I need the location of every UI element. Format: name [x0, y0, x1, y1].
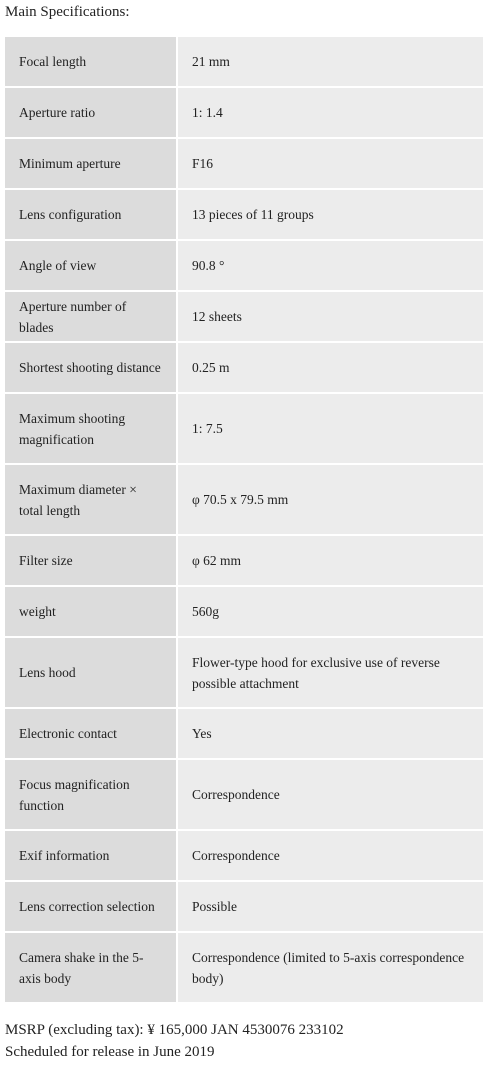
- spec-value: 90.8 °: [178, 241, 483, 292]
- spec-value: φ 62 mm: [178, 536, 483, 587]
- spec-row: [5, 760, 483, 831]
- spec-label: Focus magnification function: [5, 760, 178, 831]
- spec-value: 12 sheets: [178, 292, 483, 343]
- spec-value: Flower-type hood for exclusive use of reverse possible attachment: [178, 638, 483, 709]
- spec-label: Focal length: [5, 37, 178, 88]
- spec-row: [5, 343, 483, 394]
- spec-label: Maximum shooting magnification: [5, 394, 178, 465]
- spec-row: [5, 709, 483, 760]
- spec-row: [5, 241, 483, 292]
- spec-row: [5, 882, 483, 933]
- spec-value: F16: [178, 139, 483, 190]
- spec-label: Exif information: [5, 831, 178, 882]
- spec-value: 1: 1.4: [178, 88, 483, 139]
- specifications-table: [5, 37, 483, 1004]
- spec-value: 21 mm: [178, 37, 483, 88]
- spec-row: [5, 139, 483, 190]
- spec-label: Electronic contact: [5, 709, 178, 760]
- spec-value: Yes: [178, 709, 483, 760]
- spec-label: Aperture number of blades: [5, 292, 178, 343]
- spec-row: [5, 536, 483, 587]
- spec-row: [5, 831, 483, 882]
- spec-value: 1: 7.5: [178, 394, 483, 465]
- spec-row: [5, 37, 483, 88]
- release-date-text: Scheduled for release in June 2019: [5, 1044, 215, 1060]
- spec-value: φ 70.5 x 79.5 mm: [178, 465, 483, 536]
- spec-row: [5, 190, 483, 241]
- spec-label: Maximum diameter × total length: [5, 465, 178, 536]
- spec-row: [5, 394, 483, 465]
- spec-row: [5, 638, 483, 709]
- spec-value: Possible: [178, 882, 483, 933]
- spec-value: Correspondence: [178, 760, 483, 831]
- spec-label: Angle of view: [5, 241, 178, 292]
- spec-row: [5, 292, 483, 343]
- page-heading: Main Specifications:: [5, 4, 130, 20]
- spec-label: Lens hood: [5, 638, 178, 709]
- spec-value: 13 pieces of 11 groups: [178, 190, 483, 241]
- specifications-table-body: [5, 37, 483, 1004]
- spec-value: 0.25 m: [178, 343, 483, 394]
- spec-label: Filter size: [5, 536, 178, 587]
- spec-row: [5, 465, 483, 536]
- spec-row: [5, 933, 483, 1004]
- spec-label: Shortest shooting distance: [5, 343, 178, 394]
- spec-row: [5, 587, 483, 638]
- spec-label: Lens correction selection: [5, 882, 178, 933]
- spec-label: Aperture ratio: [5, 88, 178, 139]
- footer: [5, 1019, 344, 1063]
- spec-value: Correspondence: [178, 831, 483, 882]
- spec-value: 560g: [178, 587, 483, 638]
- spec-label: Camera shake in the 5-axis body: [5, 933, 178, 1004]
- spec-row: [5, 88, 483, 139]
- spec-label: Lens configuration: [5, 190, 178, 241]
- spec-value: Correspondence (limited to 5-axis correspondence body): [178, 933, 483, 1004]
- msrp-text: MSRP (excluding tax): ¥ 165,000 JAN 4530076 233102: [5, 1022, 344, 1038]
- spec-label: weight: [5, 587, 178, 638]
- spec-label: Minimum aperture: [5, 139, 178, 190]
